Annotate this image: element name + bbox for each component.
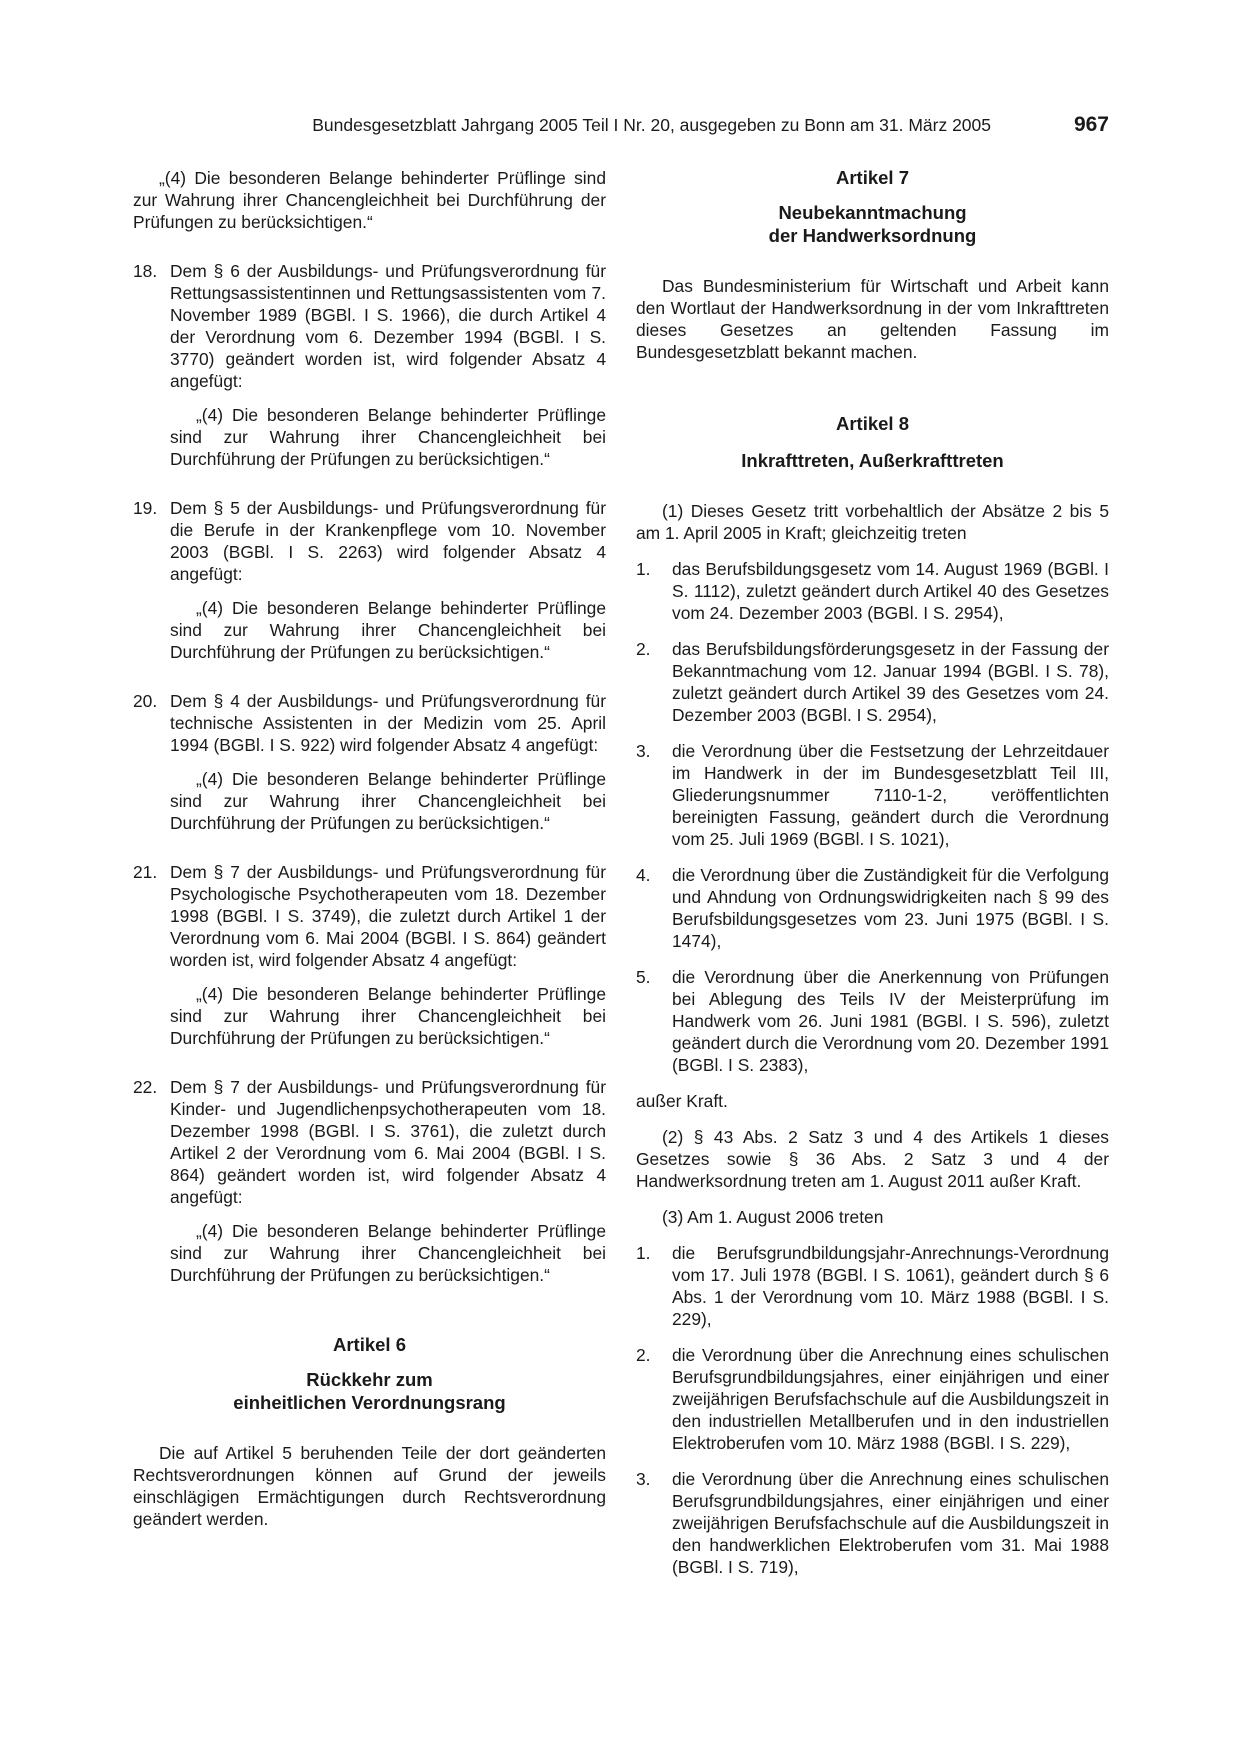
running-header <box>133 110 1109 140</box>
list-item <box>636 638 1109 726</box>
page-number: 967 <box>1073 113 1109 136</box>
list-item <box>636 864 1109 952</box>
item-text: die Verordnung über die Zuständigkeit für die Verfolgung und Ahndung von Ordnungswidrigkeiten nach § 99 des Berufsbildungsgesetzes vom 23. Juni 1975 (BGBl. I S. 1474), <box>672 865 1109 951</box>
item-number: 18. <box>133 261 158 281</box>
item-text: die Verordnung über die Festsetzung der Lehrzeitdauer im Handwerk in der im Bundesgesetzblatt Teil III, Gliederungsnummer 7110-1-2, veröffentlichten bereinigten Fassung, geändert durch die Verordnung vom 25. Juli 1969 (BGBl. I S. 1021), <box>672 741 1109 849</box>
list-item <box>636 740 1109 850</box>
list-item <box>133 861 606 1049</box>
list-item <box>133 497 606 663</box>
item-number: 1. <box>636 559 651 579</box>
list-item <box>636 966 1109 1076</box>
item-number: 20. <box>133 691 158 711</box>
item-text: Dem § 7 der Ausbildungs- und Prüfungsverordnung für Kinder- und Jugendlichenpsychotherapeuten vom 18. Dezember 1998 (BGBl. I S. 3761), die zuletzt durch Artikel 2 der Verordnung vom 6. Mai 2004 (BGBl. I S. 864) geändert worden ist, wird folgender Absatz 4 angefügt: <box>170 1077 606 1207</box>
artikel6-title <box>133 1368 606 1414</box>
artikel7-heading: Artikel 7 <box>835 167 909 188</box>
item-number: 3. <box>636 741 651 761</box>
artikel8-heading: Artikel 8 <box>835 413 909 434</box>
ausser-kraft-text: außer Kraft. <box>636 1091 728 1111</box>
item-quote: „(4) Die besonderen Belange behinderter Prüflinge sind zur Wahrung ihrer Chancengleichheit bei Durchführung der Prüfungen zu berücksichtigen.“ <box>170 769 606 833</box>
item-number: 3. <box>636 1469 651 1489</box>
item-text: die Berufsgrundbildungsjahr-Anrechnungs-Verordnung vom 17. Juli 1978 (BGBl. I S. 1061), geändert durch § 6 Abs. 1 der Verordnung vom 10. März 1988 (BGBl. I S. 229), <box>672 1243 1109 1329</box>
item-text: das Berufsbildungsförderungsgesetz in der Fassung der Bekanntmachung vom 12. Januar 1994 (BGBl. I S. 78), zuletzt geändert durch Artikel 39 des Gesetzes vom 24. Dezember 2003 (BGBl. I S. 2954), <box>672 639 1109 725</box>
item-text: die Verordnung über die Anrechnung eines schulischen Berufsgrundbildungsjahres, einer einjährigen und einer zweijährigen Berufsfachschule auf die Ausbildungszeit in den handwerklichen Elektroberufen vom 31. Mai 1988 (BGBl. I S. 719), <box>672 1469 1109 1577</box>
artikel7-title-line1: Neubekanntmachung <box>778 202 967 223</box>
artikel6-text: Die auf Artikel 5 beruhenden Teile der dort geänderten Rechtsverordnungen können auf Grund der jeweils einschlägigen Ermächtigungen durch Rechtsverordnung geändert werden. <box>133 1443 606 1529</box>
artikel7-title <box>636 201 1109 247</box>
right-column <box>636 167 1109 1578</box>
item-number: 5. <box>636 967 651 987</box>
item-number: 4. <box>636 865 651 885</box>
artikel6-title-line2: einheitlichen Verordnungsrang <box>233 1392 506 1413</box>
item-quote: „(4) Die besonderen Belange behinderter Prüflinge sind zur Wahrung ihrer Chancengleichheit bei Durchführung der Prüfungen zu berücksichtigen.“ <box>170 1221 606 1285</box>
list-item <box>636 1468 1109 1578</box>
list-item <box>133 1076 606 1286</box>
item-quote: „(4) Die besonderen Belange behinderter Prüflinge sind zur Wahrung ihrer Chancengleichheit bei Durchführung der Prüfungen zu berücksichtigen.“ <box>170 984 606 1048</box>
publication-line: Bundesgesetzblatt Jahrgang 2005 Teil I Nr. 20, ausgegeben zu Bonn am 31. März 2005 <box>312 115 991 135</box>
item-text: die Verordnung über die Anrechnung eines schulischen Berufsgrundbildungsjahres, einer einjährigen und einer zweijährigen Berufsfachschule auf die Ausbildungszeit in den industriellen Metallberufen und in den industriellen Elektroberufen vom 10. März 1988 (BGBl. I S. 229), <box>672 1345 1109 1453</box>
item-number: 21. <box>133 862 158 882</box>
artikel8-para1: (1) Dieses Gesetz tritt vorbehaltlich der Absätze 2 bis 5 am 1. April 2005 in Kraft; gleichzeitig treten <box>636 501 1109 543</box>
list-item <box>636 1242 1109 1330</box>
artikel8-title: Inkrafttreten, Außerkrafttreten <box>741 450 1004 471</box>
item-number: 1. <box>636 1243 651 1263</box>
item-text: Dem § 4 der Ausbildungs- und Prüfungsverordnung für technische Assistenten in der Medizin vom 25. April 1994 (BGBl. I S. 922) wird folgender Absatz 4 angefügt: <box>170 691 606 755</box>
list-item <box>636 558 1109 624</box>
item-text: Dem § 7 der Ausbildungs- und Prüfungsverordnung für Psychologische Psychotherapeuten vom 18. Dezember 1998 (BGBl. I S. 3749), die zuletzt durch Artikel 1 der Verordnung vom 6. Mai 2004 (BGBl. I S. 864) geändert worden ist, wird folgender Absatz 4 angefügt: <box>170 862 606 970</box>
item-text: Dem § 6 der Ausbildungs- und Prüfungsverordnung für Rettungsassistentinnen und Rettungsassistenten vom 7. November 1989 (BGBl. I S. 1966), die durch Artikel 4 der Verordnung vom 6. Dezember 1994 (BGBl. I S. 3770) geändert worden ist, wird folgender Absatz 4 angefügt: <box>170 261 606 391</box>
item-quote: „(4) Die besonderen Belange behinderter Prüflinge sind zur Wahrung ihrer Chancengleichheit bei Durchführung der Prüfungen zu berücksichtigen.“ <box>170 598 606 662</box>
quote-paragraph: „(4) Die besonderen Belange behinderter Prüflinge sind zur Wahrung ihrer Chancengleichheit bei Durchführung der Prüfungen zu berücksichtigen.“ <box>133 168 606 232</box>
list-item <box>133 690 606 834</box>
list-item <box>133 260 606 470</box>
item-number: 22. <box>133 1077 158 1097</box>
artikel7-title-line2: der Handwerksordnung <box>768 225 977 246</box>
item-quote: „(4) Die besonderen Belange behinderter Prüflinge sind zur Wahrung ihrer Chancengleichheit bei Durchführung der Prüfungen zu berücksichtigen.“ <box>170 405 606 469</box>
artikel8-para2: (2) § 43 Abs. 2 Satz 3 und 4 des Artikels 1 dieses Gesetzes sowie § 36 Abs. 2 Satz 3 und 4 der Handwerksordnung treten am 1. August 2011 außer Kraft. <box>636 1127 1109 1191</box>
list-item <box>636 1344 1109 1454</box>
item-text: das Berufsbildungsgesetz vom 14. August 1969 (BGBl. I S. 1112), zuletzt geändert durch Artikel 40 des Gesetzes vom 24. Dezember 2003 (BGBl. I S. 2954), <box>672 559 1109 623</box>
item-number: 2. <box>636 639 651 659</box>
item-number: 19. <box>133 498 158 518</box>
artikel6-heading: Artikel 6 <box>332 1334 406 1355</box>
item-number: 2. <box>636 1345 651 1365</box>
item-text: Dem § 5 der Ausbildungs- und Prüfungsverordnung für die Berufe in der Krankenpflege vom 10. November 2003 (BGBl. I S. 2263) wird folgender Absatz 4 angefügt: <box>170 498 606 584</box>
artikel8-para3: (3) Am 1. August 2006 treten <box>662 1207 884 1227</box>
left-column <box>133 167 606 1530</box>
item-text: die Verordnung über die Anerkennung von Prüfungen bei Ablegung des Teils IV der Meisterprüfung im Handwerk vom 26. Juni 1981 (BGBl. I S. 596), zuletzt geändert durch die Verordnung vom 20. Dezember 1991 (BGBl. I S. 2383), <box>672 967 1109 1075</box>
artikel6-title-line1: Rückkehr zum <box>306 1369 433 1390</box>
artikel7-text: Das Bundesministerium für Wirtschaft und Arbeit kann den Wortlaut der Handwerksordnung in der vom Inkrafttreten dieses Gesetzes an geltenden Fassung im Bundesgesetzblatt bekannt machen. <box>636 276 1109 362</box>
